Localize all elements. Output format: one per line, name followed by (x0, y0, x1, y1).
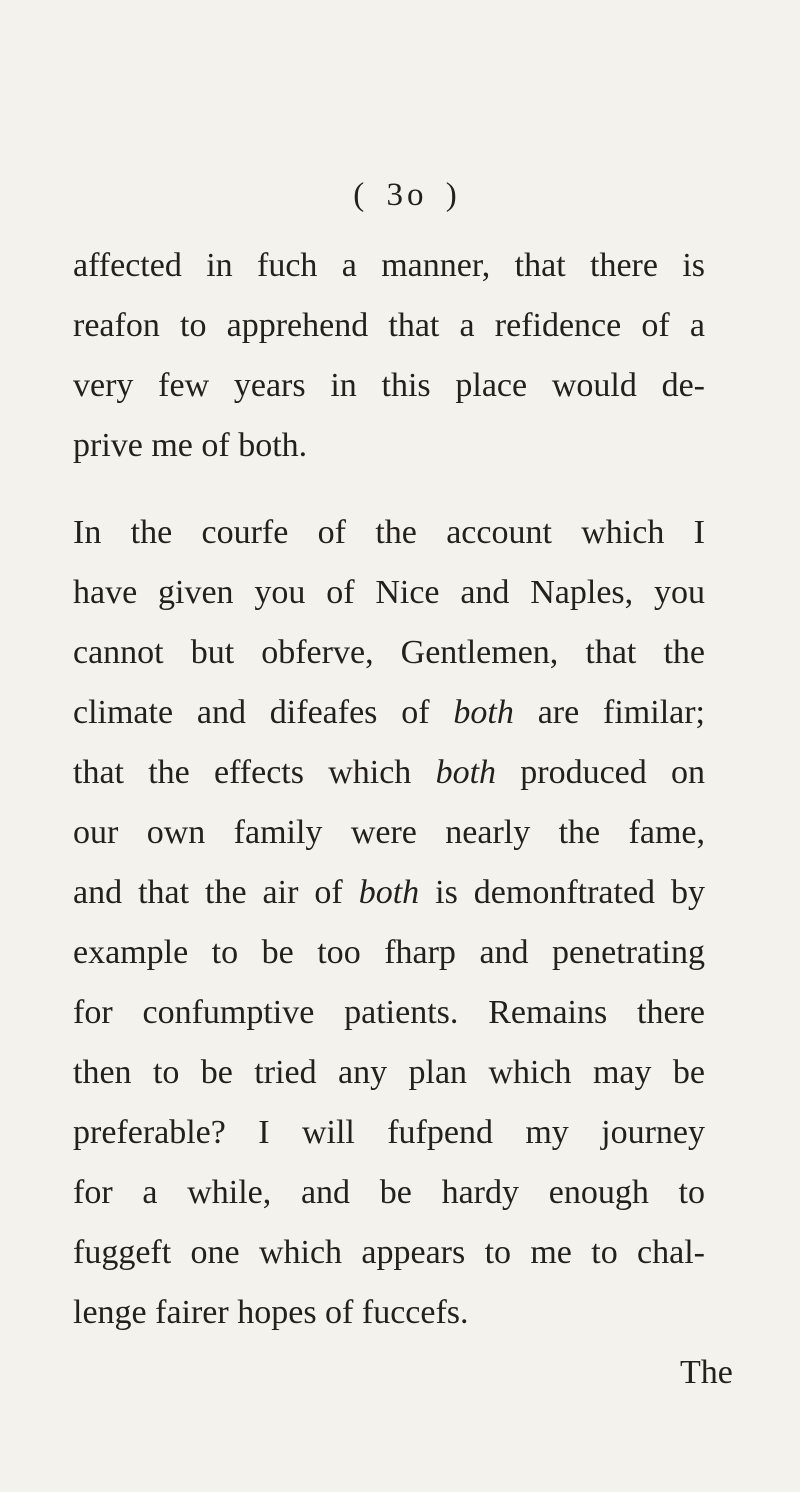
text-segment: are fimilar; (537, 694, 706, 731)
text-line: then to be tried any plan which may be (73, 1054, 705, 1091)
page-number: ( 3o ) (353, 177, 461, 213)
text-line (73, 753, 705, 793)
text-line: prive me of both. (73, 427, 308, 464)
text-line (73, 873, 705, 913)
text-line: for confumptive patients. Remains there (73, 994, 705, 1031)
text-line: In the courfe of the account which I (73, 514, 705, 551)
text-segment: climate and difeafes of (73, 694, 430, 731)
text-segment: produced on (520, 754, 706, 791)
text-line: affected in fuch a manner, that there is (73, 247, 705, 284)
text-line (73, 693, 705, 733)
emphasis: both (453, 694, 514, 731)
catchword: The (680, 1354, 733, 1391)
text-line: cannot but obferve, Gentlemen, that the (73, 634, 705, 671)
text-line: fuggeft one which appears to me to chal- (73, 1234, 705, 1271)
emphasis: both (435, 754, 497, 791)
text-line: our own family were nearly the fame, (73, 814, 705, 851)
text-line: have given you of Nice and Naples, you (73, 574, 705, 611)
text-line: reafon to apprehend that a refidence of a (73, 307, 705, 344)
text-segment: is demonftrated by (435, 874, 706, 911)
text-segment: and that the air of (73, 874, 343, 911)
text-line: preferable? I will fufpend my journey (73, 1114, 705, 1151)
text-segment: that the effects which (73, 754, 412, 791)
text-line: for a while, and be hardy enough to (73, 1174, 705, 1211)
emphasis: both (358, 874, 420, 911)
text-line: lenge fairer hopes of fuccefs. (73, 1294, 469, 1331)
text-line: example to be too fharp and penetrating (73, 934, 705, 971)
text-line: very few years in this place would de- (73, 367, 705, 404)
